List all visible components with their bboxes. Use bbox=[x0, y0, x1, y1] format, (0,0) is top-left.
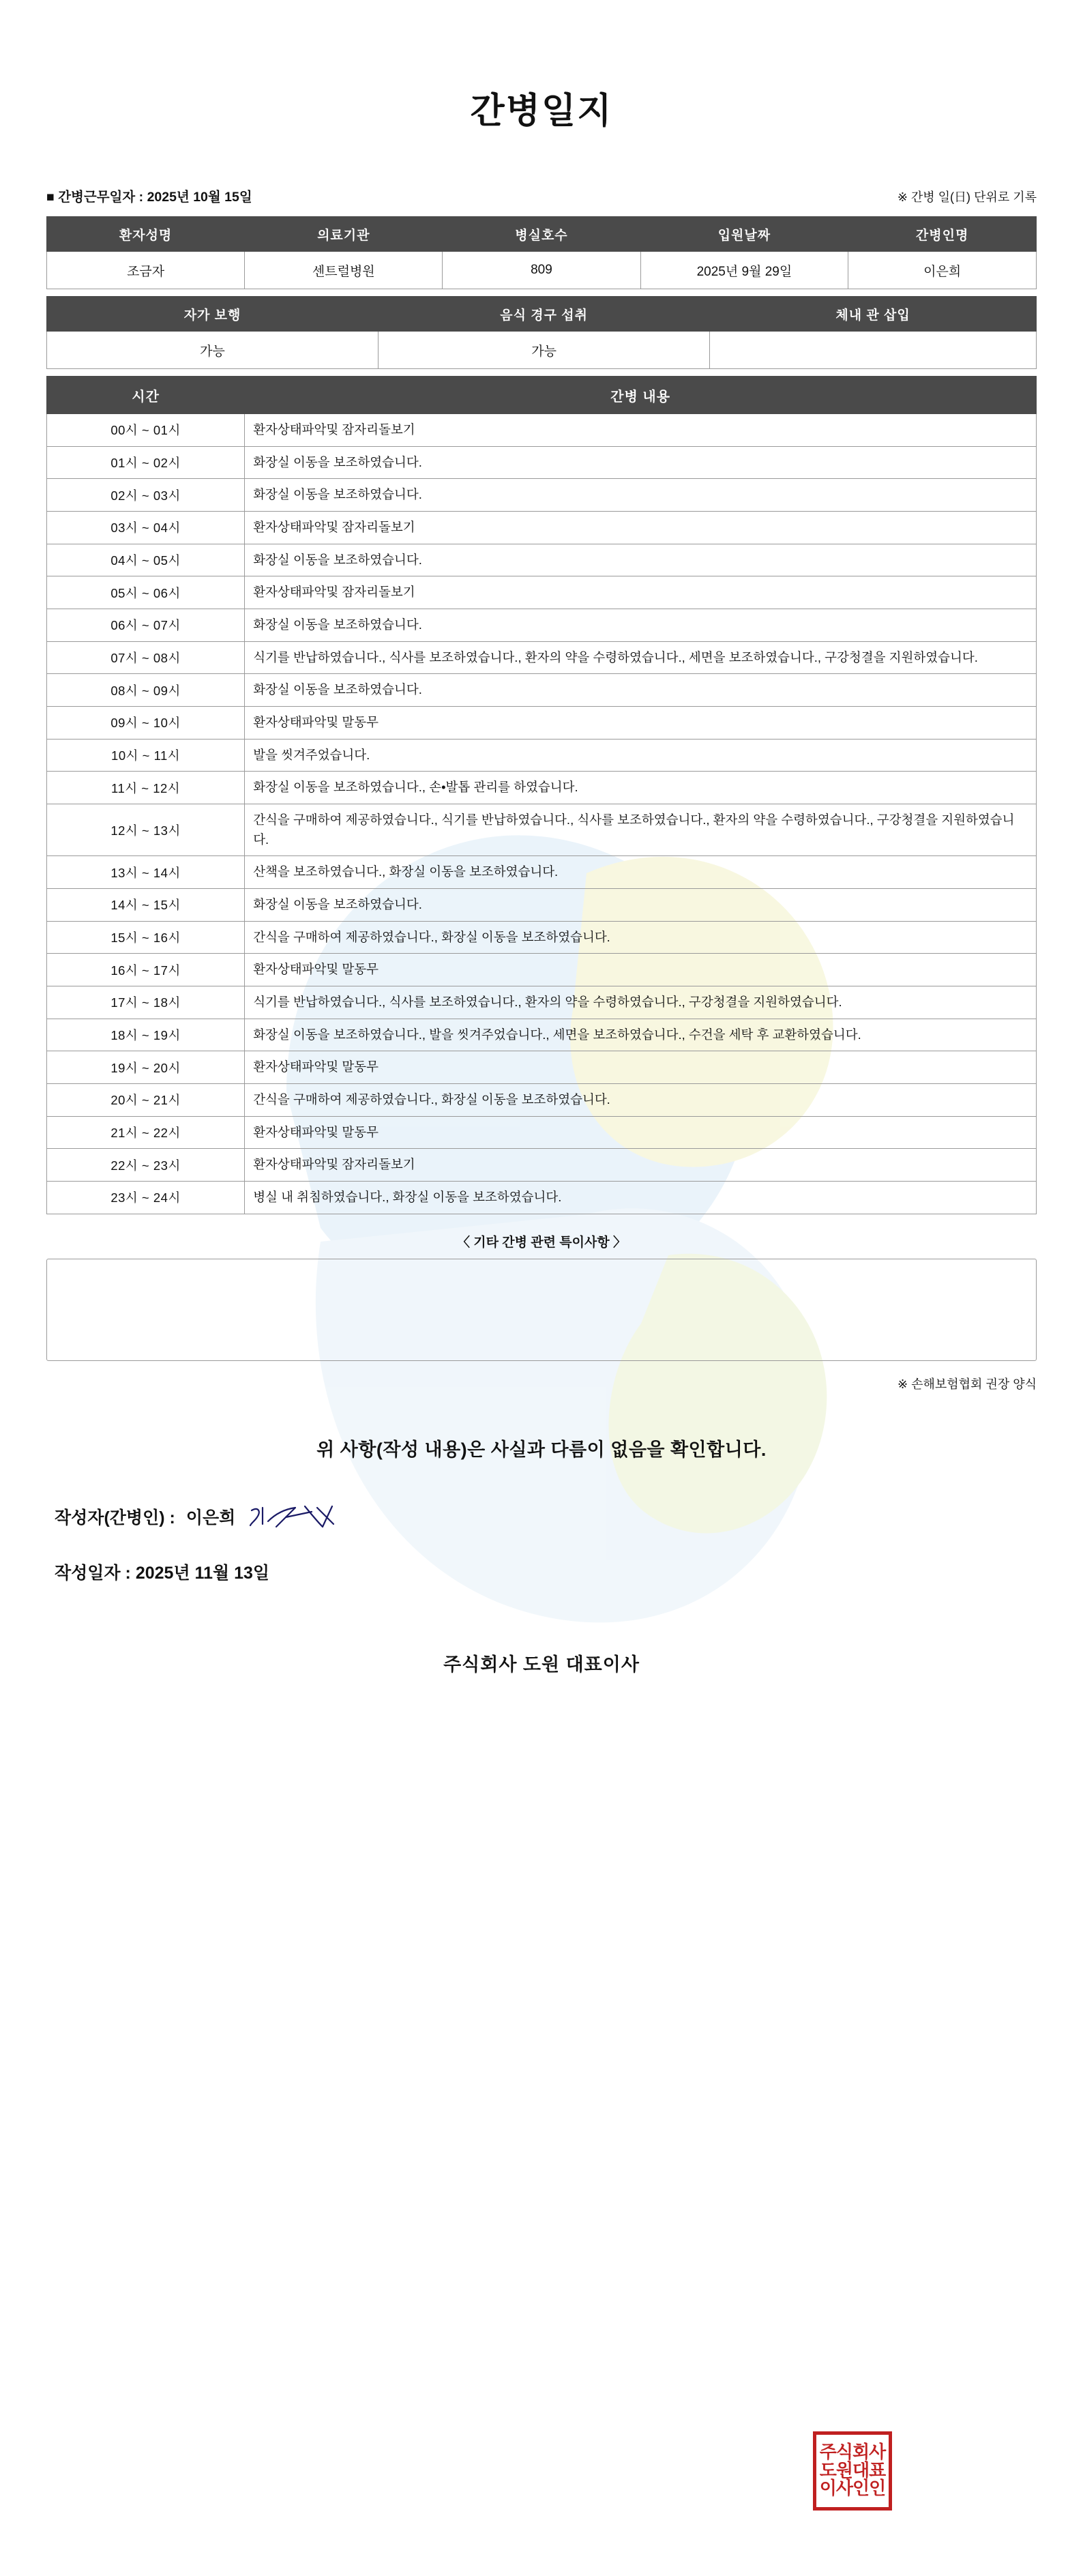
cell-content: 화장실 이동을 보조하였습니다. bbox=[245, 674, 1037, 707]
stamp-line-3: 이사인인 bbox=[819, 2478, 886, 2500]
cell-time: 12시 ~ 13시 bbox=[47, 804, 245, 856]
cell-room-number: 809 bbox=[443, 252, 640, 289]
cell-time: 22시 ~ 23시 bbox=[47, 1149, 245, 1182]
cell-content: 환자상태파악및 잠자리돌보기 bbox=[245, 1149, 1037, 1182]
confirmation-statement: 위 사항(작성 내용)은 사실과 다름이 없음을 확인합니다. bbox=[316, 1439, 767, 1460]
cell-content: 환자상태파악및 말동무 bbox=[245, 707, 1037, 740]
cell-patient-name: 조금자 bbox=[47, 252, 245, 289]
cell-time: 06시 ~ 07시 bbox=[47, 609, 245, 642]
cell-content: 화장실 이동을 보조하였습니다. bbox=[245, 889, 1037, 922]
signature-image bbox=[246, 1501, 348, 1532]
table-row bbox=[47, 856, 1037, 889]
work-date bbox=[46, 186, 252, 205]
notes-textarea[interactable] bbox=[46, 1259, 1037, 1361]
cell-content: 환자상태파악및 말동무 bbox=[245, 1051, 1037, 1084]
cell-time: 14시 ~ 15시 bbox=[47, 889, 245, 922]
cell-content: 발을 씻겨주었습니다. bbox=[245, 739, 1037, 772]
cell-time: 04시 ~ 05시 bbox=[47, 544, 245, 576]
cell-content: 산책을 보조하였습니다., 화장실 이동을 보조하였습니다. bbox=[245, 856, 1037, 889]
table-row bbox=[47, 921, 1037, 954]
col-header-time: 시간 bbox=[47, 377, 245, 414]
cell-content: 간식을 구매하여 제공하였습니다., 식기를 반납하였습니다., 식사를 보조하였습니다., 환자의 약을 수령하였습니다., 구강청결을 지원하였습니다. bbox=[245, 804, 1037, 856]
patient-info-table bbox=[46, 216, 1037, 289]
cell-time: 18시 ~ 19시 bbox=[47, 1019, 245, 1051]
work-date-label: ■ 간병근무일자 : bbox=[46, 190, 144, 205]
table-row bbox=[47, 739, 1037, 772]
table-row bbox=[47, 1182, 1037, 1214]
care-log-document bbox=[0, 82, 1083, 2576]
table-row bbox=[47, 414, 1037, 447]
meta-row bbox=[46, 186, 1037, 205]
cell-hospital: 센트럴병원 bbox=[245, 252, 443, 289]
table-row bbox=[47, 1019, 1037, 1051]
table-row bbox=[47, 954, 1037, 986]
col-header-room-number: 병실호수 bbox=[443, 217, 640, 252]
cell-time: 17시 ~ 18시 bbox=[47, 986, 245, 1019]
table-row bbox=[47, 332, 1037, 369]
unit-note: ※ 간병 일(日) 단위로 기록 bbox=[897, 190, 1037, 204]
cell-content: 화장실 이동을 보조하였습니다. bbox=[245, 609, 1037, 642]
cell-time: 19시 ~ 20시 bbox=[47, 1051, 245, 1084]
cell-content: 화장실 이동을 보조하였습니다., 발을 씻겨주었습니다., 세면을 보조하였습니다., 수건을 세탁 후 교환하였습니다. bbox=[245, 1019, 1037, 1051]
cell-time: 01시 ~ 02시 bbox=[47, 446, 245, 479]
table-row bbox=[47, 772, 1037, 804]
company-seal-stamp bbox=[813, 2431, 892, 2511]
cell-time: 08시 ~ 09시 bbox=[47, 674, 245, 707]
notes-title: 〈 기타 간병 관련 특이사항 〉 bbox=[457, 1235, 626, 1250]
care-condition-table bbox=[46, 296, 1037, 369]
cell-content: 환자상태파악및 잠자리돌보기 bbox=[245, 414, 1037, 447]
cell-internal-tube bbox=[710, 332, 1037, 369]
cell-time: 02시 ~ 03시 bbox=[47, 479, 245, 512]
table-row bbox=[47, 804, 1037, 856]
cell-content: 화장실 이동을 보조하였습니다. bbox=[245, 479, 1037, 512]
author-line bbox=[55, 1501, 1037, 1532]
col-header-patient-name: 환자성명 bbox=[47, 217, 245, 252]
col-header-admission-date: 입원날짜 bbox=[640, 217, 848, 252]
cell-content: 간식을 구매하여 제공하였습니다., 화장실 이동을 보조하였습니다. bbox=[245, 921, 1037, 954]
form-source-note: ※ 손해보험협회 권장 양식 bbox=[897, 1377, 1037, 1391]
date-value: 2025년 11월 13일 bbox=[135, 1563, 270, 1583]
cell-content: 식기를 반납하였습니다., 식사를 보조하였습니다., 환자의 약을 수령하였습니다., 세면을 보조하였습니다., 구강청결을 지원하였습니다. bbox=[245, 641, 1037, 674]
table-row bbox=[47, 576, 1037, 609]
cell-content: 환자상태파악및 말동무 bbox=[245, 954, 1037, 986]
stamp-line-1: 주식회사 bbox=[819, 2442, 886, 2463]
cell-content: 환자상태파악및 잠자리돌보기 bbox=[245, 512, 1037, 544]
table-header-row bbox=[47, 377, 1037, 414]
cell-oral-intake: 가능 bbox=[379, 332, 710, 369]
cell-time: 21시 ~ 22시 bbox=[47, 1116, 245, 1149]
table-row bbox=[47, 446, 1037, 479]
table-row bbox=[47, 609, 1037, 642]
col-header-self-walking: 자가 보행 bbox=[47, 297, 379, 332]
cell-admission-date: 2025년 9월 29일 bbox=[640, 252, 848, 289]
cell-content: 화장실 이동을 보조하였습니다., 손•발톱 관리를 하였습니다. bbox=[245, 772, 1037, 804]
table-row bbox=[47, 252, 1037, 289]
cell-content: 화장실 이동을 보조하였습니다. bbox=[245, 446, 1037, 479]
cell-content: 간식을 구매하여 제공하였습니다., 화장실 이동을 보조하였습니다. bbox=[245, 1084, 1037, 1117]
cell-time: 07시 ~ 08시 bbox=[47, 641, 245, 674]
cell-time: 20시 ~ 21시 bbox=[47, 1084, 245, 1117]
hourly-log-table bbox=[46, 376, 1037, 1214]
work-date-value: 2025년 10월 15일 bbox=[147, 190, 252, 205]
cell-time: 16시 ~ 17시 bbox=[47, 954, 245, 986]
table-row bbox=[47, 707, 1037, 740]
table-row bbox=[47, 1084, 1037, 1117]
cell-content: 식기를 반납하였습니다., 식사를 보조하였습니다., 환자의 약을 수령하였습니다., 구강청결을 지원하였습니다. bbox=[245, 986, 1037, 1019]
table-row bbox=[47, 1051, 1037, 1084]
table-row bbox=[47, 479, 1037, 512]
cell-time: 13시 ~ 14시 bbox=[47, 856, 245, 889]
cell-content: 환자상태파악및 말동무 bbox=[245, 1116, 1037, 1149]
table-row bbox=[47, 1116, 1037, 1149]
table-row bbox=[47, 986, 1037, 1019]
table-row bbox=[47, 674, 1037, 707]
date-line bbox=[55, 1560, 1037, 1584]
cell-time: 23시 ~ 24시 bbox=[47, 1182, 245, 1214]
col-header-oral-intake: 음식 경구 섭취 bbox=[379, 297, 710, 332]
stamp-line-2: 도원대표 bbox=[819, 2460, 886, 2481]
page-title: 간병일지 bbox=[470, 91, 613, 131]
cell-time: 00시 ~ 01시 bbox=[47, 414, 245, 447]
company-line: 주식회사 도원 대표이사 bbox=[443, 1654, 640, 1675]
cell-time: 10시 ~ 11시 bbox=[47, 739, 245, 772]
table-header-row bbox=[47, 217, 1037, 252]
table-row bbox=[47, 641, 1037, 674]
cell-time: 03시 ~ 04시 bbox=[47, 512, 245, 544]
author-name: 이은희 bbox=[186, 1508, 236, 1527]
table-header-row bbox=[47, 297, 1037, 332]
cell-time: 05시 ~ 06시 bbox=[47, 576, 245, 609]
table-row bbox=[47, 512, 1037, 544]
table-row bbox=[47, 1149, 1037, 1182]
col-header-hospital: 의료기관 bbox=[245, 217, 443, 252]
author-label: 작성자(간병인) : bbox=[55, 1508, 175, 1527]
table-row bbox=[47, 889, 1037, 922]
cell-time: 11시 ~ 12시 bbox=[47, 772, 245, 804]
cell-time: 15시 ~ 16시 bbox=[47, 921, 245, 954]
col-header-caregiver-name: 간병인명 bbox=[848, 217, 1037, 252]
cell-time: 09시 ~ 10시 bbox=[47, 707, 245, 740]
cell-content: 환자상태파악및 잠자리돌보기 bbox=[245, 576, 1037, 609]
cell-content: 화장실 이동을 보조하였습니다. bbox=[245, 544, 1037, 576]
col-header-content: 간병 내용 bbox=[245, 377, 1037, 414]
table-row bbox=[47, 544, 1037, 576]
cell-caregiver-name: 이은희 bbox=[848, 252, 1037, 289]
date-label: 작성일자 : bbox=[55, 1563, 131, 1583]
col-header-internal-tube: 체내 관 삽입 bbox=[710, 297, 1037, 332]
cell-self-walking: 가능 bbox=[47, 332, 379, 369]
cell-content: 병실 내 취침하였습니다., 화장실 이동을 보조하였습니다. bbox=[245, 1182, 1037, 1214]
